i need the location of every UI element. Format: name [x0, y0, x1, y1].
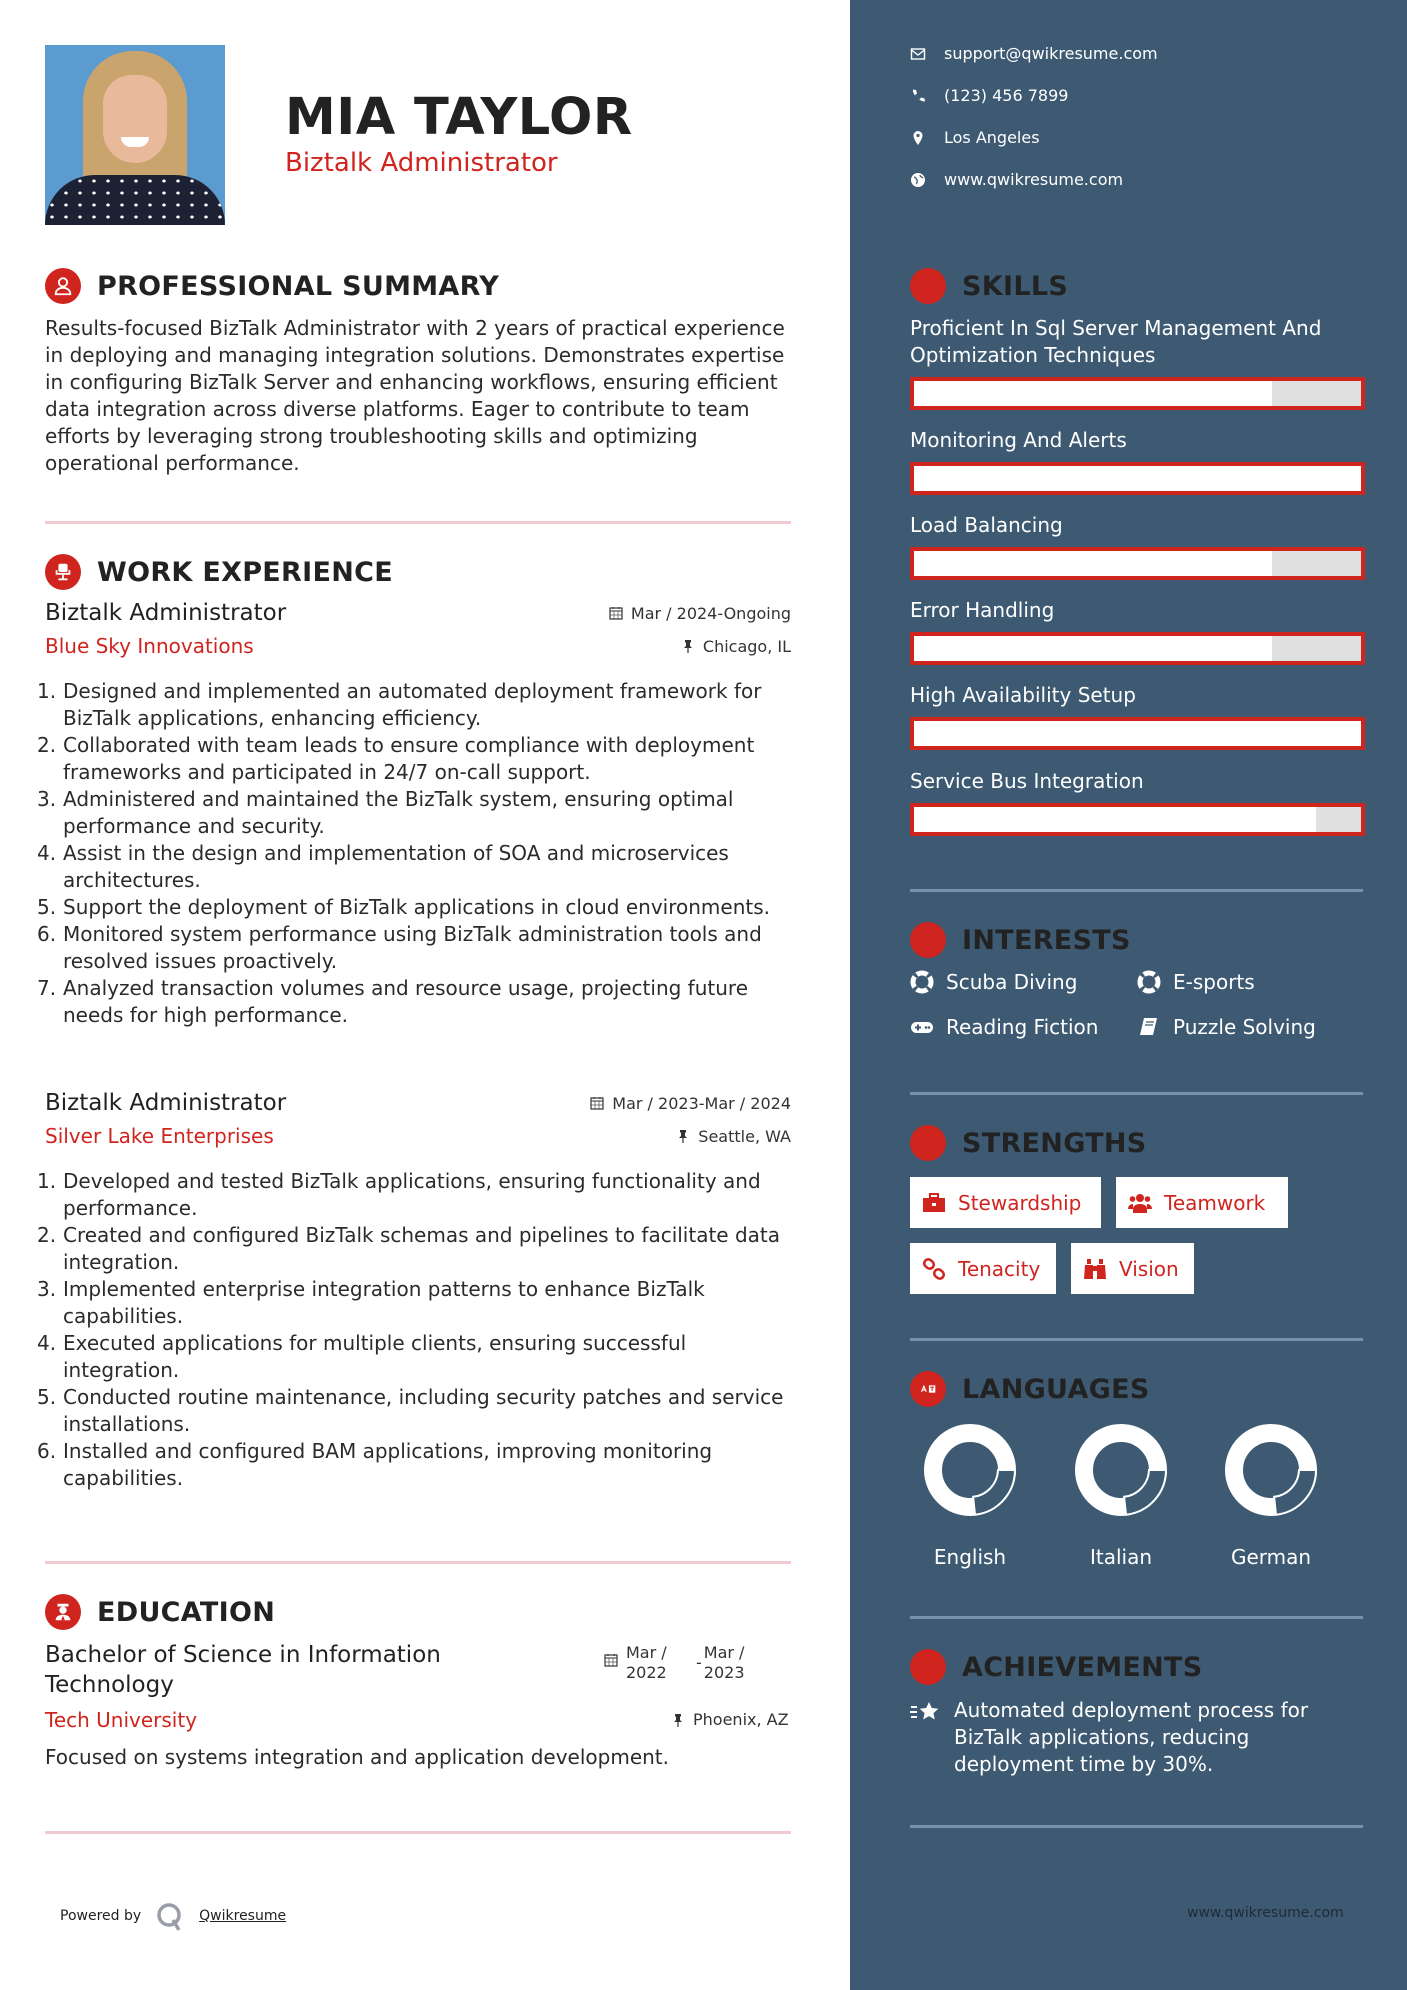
- interest-item: Reading Fiction: [910, 1015, 1098, 1039]
- summary-heading: PROFESSIONAL SUMMARY: [97, 270, 500, 302]
- shooting-star-icon: [910, 1649, 946, 1685]
- experience-heading: WORK EXPERIENCE: [97, 556, 393, 588]
- bullet-item: 6. Monitored system performance using BizTalk administration tools and resolved issues proactively.: [37, 922, 762, 973]
- education-dates: Mar / 2022 - Mar / 2023: [604, 1643, 745, 1683]
- globe-icon: [910, 172, 926, 188]
- job-company: Silver Lake Enterprises: [45, 1124, 274, 1148]
- briefcase-icon: [922, 1191, 946, 1215]
- bullet-item: 6. Installed and configured BAM applications, improving monitoring capabilities.: [37, 1439, 713, 1490]
- bullet-item: 3. Implemented enterprise integration patterns to enhance BizTalk capabilities.: [37, 1277, 705, 1328]
- interests-heading: INTERESTS: [962, 924, 1131, 956]
- qwikresume-logo-icon: [155, 1900, 185, 1932]
- powered-by: Powered by Qwikresume: [60, 1900, 286, 1932]
- bullet-item: 2. Collaborated with team leads to ensure compliance with deployment frameworks and participated in 24/7 on-call support.: [37, 733, 755, 784]
- skill-item: Service Bus Integration: [910, 768, 1365, 836]
- degree: Bachelor of Science in Information Technology: [45, 1642, 441, 1698]
- phone-icon: [910, 88, 926, 104]
- contact-phone: (123) 456 7899: [910, 86, 1068, 105]
- candidate-name: MIA TAYLOR: [285, 88, 633, 147]
- experience-header: [45, 554, 393, 590]
- education-header: [45, 1594, 275, 1630]
- skills-heading: SKILLS: [962, 270, 1069, 302]
- divider: [45, 1561, 791, 1564]
- users-icon: [1128, 1191, 1152, 1215]
- education-location: Phoenix, AZ: [671, 1710, 789, 1729]
- skills-header: [910, 268, 1068, 304]
- job-title: Biztalk Administrator: [45, 600, 287, 626]
- bullet-item: 7. Analyzed transaction volumes and resource usage, projecting future needs for high performance.: [37, 976, 748, 1027]
- job-bullets: [37, 678, 791, 1029]
- footer-website[interactable]: www.qwikresume.com: [1187, 1905, 1344, 1921]
- book-icon: [1137, 1015, 1161, 1039]
- calendar-icon: [604, 1653, 618, 1667]
- education-heading: EDUCATION: [97, 1596, 276, 1628]
- link-icon: [922, 1257, 946, 1281]
- skill-item: Load Balancing: [910, 512, 1365, 580]
- life-ring-icon: [910, 970, 934, 994]
- skill-level-bar: [910, 462, 1365, 495]
- language-level-donut: [1224, 1423, 1318, 1517]
- job-title: Biztalk Administrator: [45, 1090, 287, 1116]
- map-marker-icon: [910, 130, 926, 146]
- job-entry: [37, 1090, 791, 1492]
- divider: [910, 1338, 1363, 1341]
- translate-icon: [910, 1371, 946, 1407]
- skill-level-bar: [910, 632, 1365, 665]
- calendar-icon: [609, 606, 623, 620]
- user-icon: [45, 268, 81, 304]
- languages-header: [910, 1371, 1150, 1407]
- bullet-item: 3. Administered and maintained the BizTalk system, ensuring optimal performance and security.: [37, 787, 734, 838]
- job-location: Chicago, IL: [681, 637, 791, 656]
- gamepad-icon: [910, 1015, 934, 1039]
- summary-header: [45, 268, 499, 304]
- divider: [910, 1825, 1363, 1828]
- job-dates: Mar / 2023-Mar / 2024: [590, 1094, 791, 1113]
- divider: [45, 521, 791, 524]
- skill-level-bar: [910, 717, 1365, 750]
- achievements-header: [910, 1649, 1203, 1685]
- skill-item: Monitoring And Alerts: [910, 427, 1365, 495]
- language-item: English: [910, 1423, 1030, 1569]
- contact-email: support@qwikresume.com: [910, 44, 1158, 63]
- strength-tag: Vision: [1071, 1243, 1194, 1294]
- binoculars-icon: [1083, 1257, 1107, 1281]
- job-bullets: [37, 1168, 791, 1492]
- summary-text: Results-focused BizTalk Administrator with 2 years of practical experience in deploying and managing integration solutions. Demonstrates expertise in configuring BizTalk Server and enhancing workflows, ensuring efficient data integration across diverse platforms. Eager to contribute to team efforts by leveraging strong troubleshooting skills and optimizing operational performance.: [45, 316, 785, 475]
- strength-tag: Tenacity: [910, 1243, 1056, 1294]
- interests-header: [910, 922, 1131, 958]
- shooting-star-icon: [910, 1699, 942, 1727]
- achievement-item: Automated deployment process for BizTalk applications, reducing deployment time by 30%.: [910, 1697, 1350, 1778]
- qwikresume-link[interactable]: Qwikresume: [199, 1908, 287, 1924]
- languages-heading: LANGUAGES: [962, 1373, 1150, 1405]
- divider: [910, 1092, 1363, 1095]
- profile-photo: [45, 45, 225, 225]
- fist-icon: [910, 1125, 946, 1161]
- language-level-donut: [1074, 1423, 1168, 1517]
- strengths-header: [910, 1125, 1147, 1161]
- skill-level-bar: [910, 377, 1365, 410]
- education-description: Focused on systems integration and application development.: [45, 1745, 670, 1769]
- job-location: Seattle, WA: [676, 1127, 791, 1146]
- skill-item: High Availability Setup: [910, 682, 1365, 750]
- skill-item: Error Handling: [910, 597, 1365, 665]
- envelope-icon: [910, 46, 926, 62]
- bullet-item: 5. Conducted routine maintenance, including security patches and service installations.: [37, 1385, 784, 1436]
- pushpin-icon: [676, 1129, 690, 1143]
- job-company: Blue Sky Innovations: [45, 634, 254, 658]
- contact-website: www.qwikresume.com: [910, 170, 1123, 189]
- life-ring-icon: [1137, 970, 1161, 994]
- language-item: German: [1211, 1423, 1331, 1569]
- interest-item: Puzzle Solving: [1137, 1015, 1316, 1039]
- job-dates: Mar / 2024-Ongoing: [609, 604, 791, 623]
- strength-tag: Teamwork: [1116, 1177, 1288, 1228]
- graduate-icon: [45, 1594, 81, 1630]
- strengths-heading: STRENGTHS: [962, 1127, 1147, 1159]
- skill-level-bar: [910, 547, 1365, 580]
- skill-level-bar: [910, 803, 1365, 836]
- calendar-icon: [590, 1096, 604, 1110]
- pushpin-icon: [671, 1713, 685, 1727]
- bullet-item: 5. Support the deployment of BizTalk applications in cloud environments.: [37, 895, 771, 919]
- contact-location: Los Angeles: [910, 128, 1040, 147]
- divider: [910, 1616, 1363, 1619]
- language-level-donut: [923, 1423, 1017, 1517]
- candidate-title: Biztalk Administrator: [285, 148, 558, 178]
- interest-item: E-sports: [1137, 970, 1255, 994]
- skill-item: Proficient In Sql Server Management And Optimization Techniques: [910, 315, 1365, 410]
- job-entry: [37, 600, 791, 1029]
- bullet-item: 4. Executed applications for multiple clients, ensuring successful integration.: [37, 1331, 687, 1382]
- achievements-heading: ACHIEVEMENTS: [962, 1651, 1203, 1683]
- bullet-item: 2. Created and configured BizTalk schemas and pipelines to facilitate data integration.: [37, 1223, 781, 1274]
- pushpin-icon: [681, 639, 695, 653]
- divider: [910, 889, 1363, 892]
- language-item: Italian: [1061, 1423, 1181, 1569]
- bullet-item: 1. Designed and implemented an automated deployment framework for BizTalk applications, enhancing efficiency.: [37, 679, 762, 730]
- school-name: Tech University: [45, 1708, 198, 1732]
- bullet-item: 1. Developed and tested BizTalk applications, ensuring functionality and performance.: [37, 1169, 761, 1220]
- bullet-item: 4. Assist in the design and implementation of SOA and microservices architectures.: [37, 841, 729, 892]
- office-chair-icon: [45, 554, 81, 590]
- interest-item: Scuba Diving: [910, 970, 1077, 994]
- paper-plane-icon: [910, 922, 946, 958]
- divider: [45, 1831, 791, 1834]
- strength-tag: Stewardship: [910, 1177, 1101, 1228]
- lightbulb-icon: [910, 268, 946, 304]
